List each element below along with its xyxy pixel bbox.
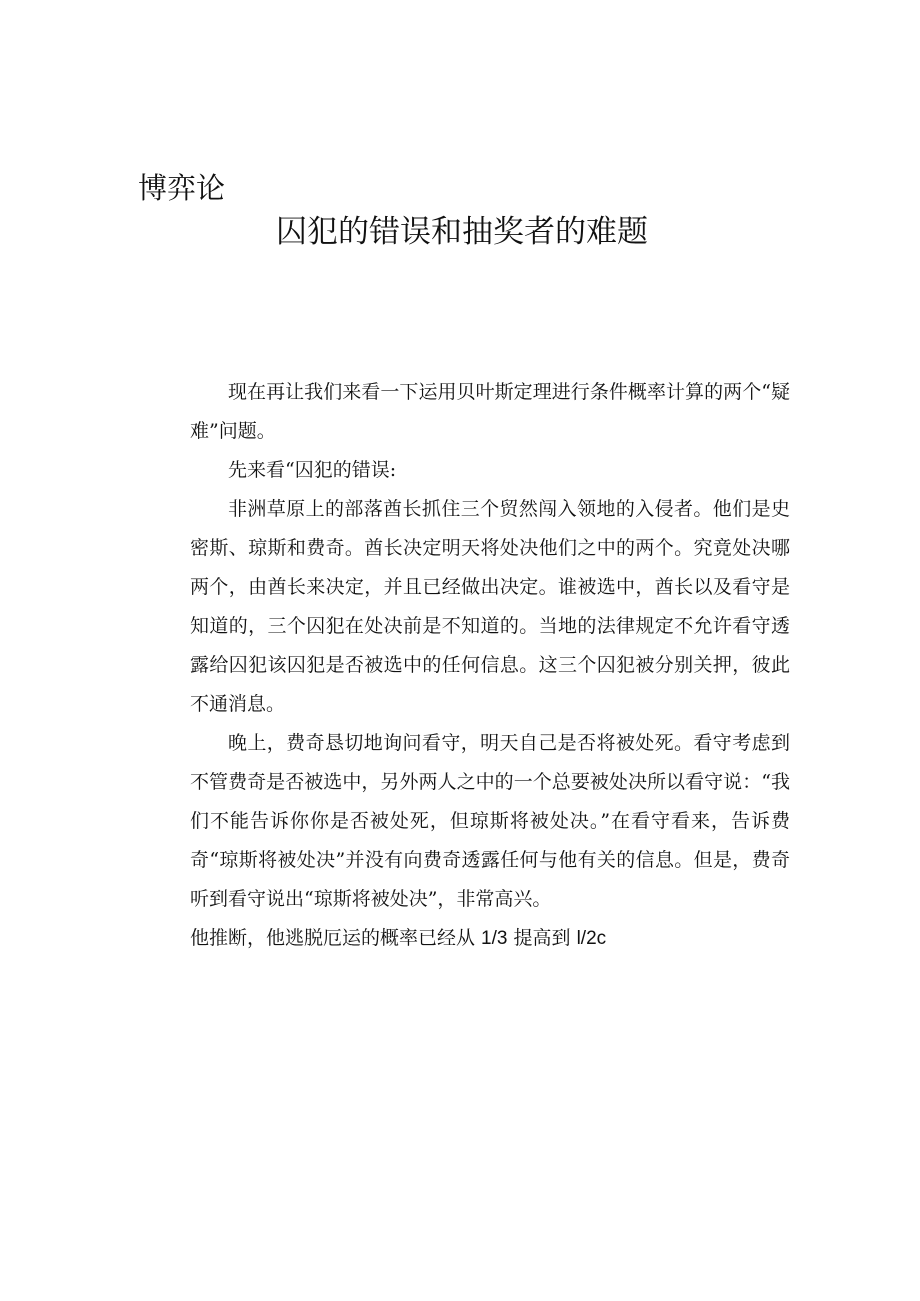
paragraph-conclusion — [190, 919, 790, 958]
document-header: 博弈论 — [138, 171, 226, 205]
paragraph-story-setup: 非洲草原上的部落酋长抓住三个贸然闯入领地的入侵者。他们是史密斯、琼斯和费奇。酋长决定明天将处决他们之中的两个。究竟处决哪两个，由酋长来决定，并且已经做出决定。谁被选中，酋长以及看守是知道的，三个囚犯在处决前是不知道的。当地的法律规定不允许看守透露给囚犯该囚犯是否被选中的任何信息。这三个囚犯被分别关押，彼此不通消息。 — [190, 498, 790, 715]
paragraph-section-lead: 先来看“囚犯的错误: — [228, 459, 397, 481]
document-title: 囚犯的错误和抽奖者的难题 — [276, 214, 648, 250]
paragraph-intro: 现在再让我们来看一下运用贝叶斯定理进行条件概率计算的两个“疑难”问题。 — [190, 381, 790, 442]
conclusion-prefix: 他推断，他逃脱厄运的概率已经从 — [190, 927, 482, 949]
probability-from: 1/3 — [481, 928, 508, 949]
document-body — [190, 373, 790, 958]
conclusion-middle: 提高到 — [507, 927, 577, 949]
probability-to: l/2c — [576, 928, 607, 949]
paragraph-night-dialogue: 晚上，费奇恳切地询问看守，明天自己是否将被处死。看守考虑到不管费奇是否被选中，另外两人之中的一个总要被处决所以看守说：“我们不能告诉你你是否被处死，但琼斯将被处决。”在看守看来，告诉费奇“琼斯将被处决”并没有向费奇透露任何与他有关的信息。但是，费奇听到看守说出“琼斯将被处决”，非常高兴。 — [190, 732, 790, 910]
